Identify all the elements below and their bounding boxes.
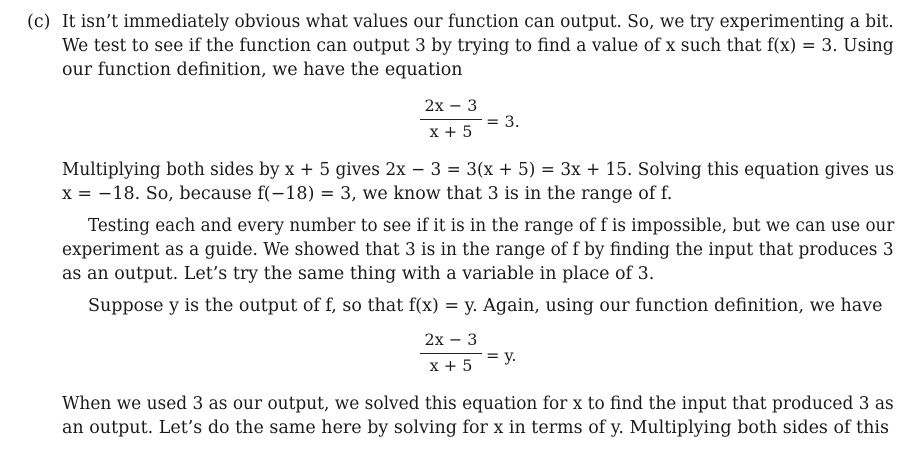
- equation1-fraction: [420, 96, 482, 142]
- paragraph5-line: When we used 3 as our output, we solved this equation for x to find the input that produced 3 as: [62, 394, 894, 414]
- part-label: (c): [27, 12, 51, 32]
- fraction-bar: [420, 353, 482, 354]
- paragraph1-line: our function definition, we have the equation: [62, 60, 463, 80]
- equation2-rhs: = y.: [486, 346, 517, 365]
- paragraph5-line: an output. Let’s do the same here by solving for x in terms of y. Multiplying both sides of this: [62, 418, 889, 438]
- equation2-numerator: 2x − 3: [424, 330, 478, 349]
- paragraph4-line: Suppose y is the output of f, so that f(x) = y. Again, using our function definition, we have: [88, 296, 883, 316]
- fraction-bar: [420, 119, 482, 120]
- equation1-numerator: 2x − 3: [424, 96, 478, 115]
- paragraph3-line: as an output. Let’s try the same thing with a variable in place of 3.: [62, 264, 655, 284]
- equation2-fraction: [420, 330, 482, 376]
- paragraph2-line: Multiplying both sides by x + 5 gives 2x − 3 = 3(x + 5) = 3x + 15. Solving this equation gives us: [62, 160, 895, 180]
- equation1-rhs: = 3.: [486, 112, 520, 131]
- paragraph1-line: We test to see if the function can output 3 by trying to find a value of x such that f(x) = 3. Using: [62, 36, 894, 56]
- paragraph2-line: x = −18. So, because f(−18) = 3, we know that 3 is in the range of f.: [62, 184, 673, 204]
- paragraph3-line: Testing each and every number to see if it is in the range of f is impossible, but we can use our: [88, 216, 895, 236]
- equation2-denominator: x + 5: [429, 356, 473, 375]
- paragraph3-line: experiment as a guide. We showed that 3 is in the range of f by finding the input that produces 3: [62, 240, 894, 260]
- paragraph1-line: It isn’t immediately obvious what values our function can output. So, we try experimenting a bit.: [62, 12, 894, 32]
- equation1-denominator: x + 5: [429, 122, 473, 141]
